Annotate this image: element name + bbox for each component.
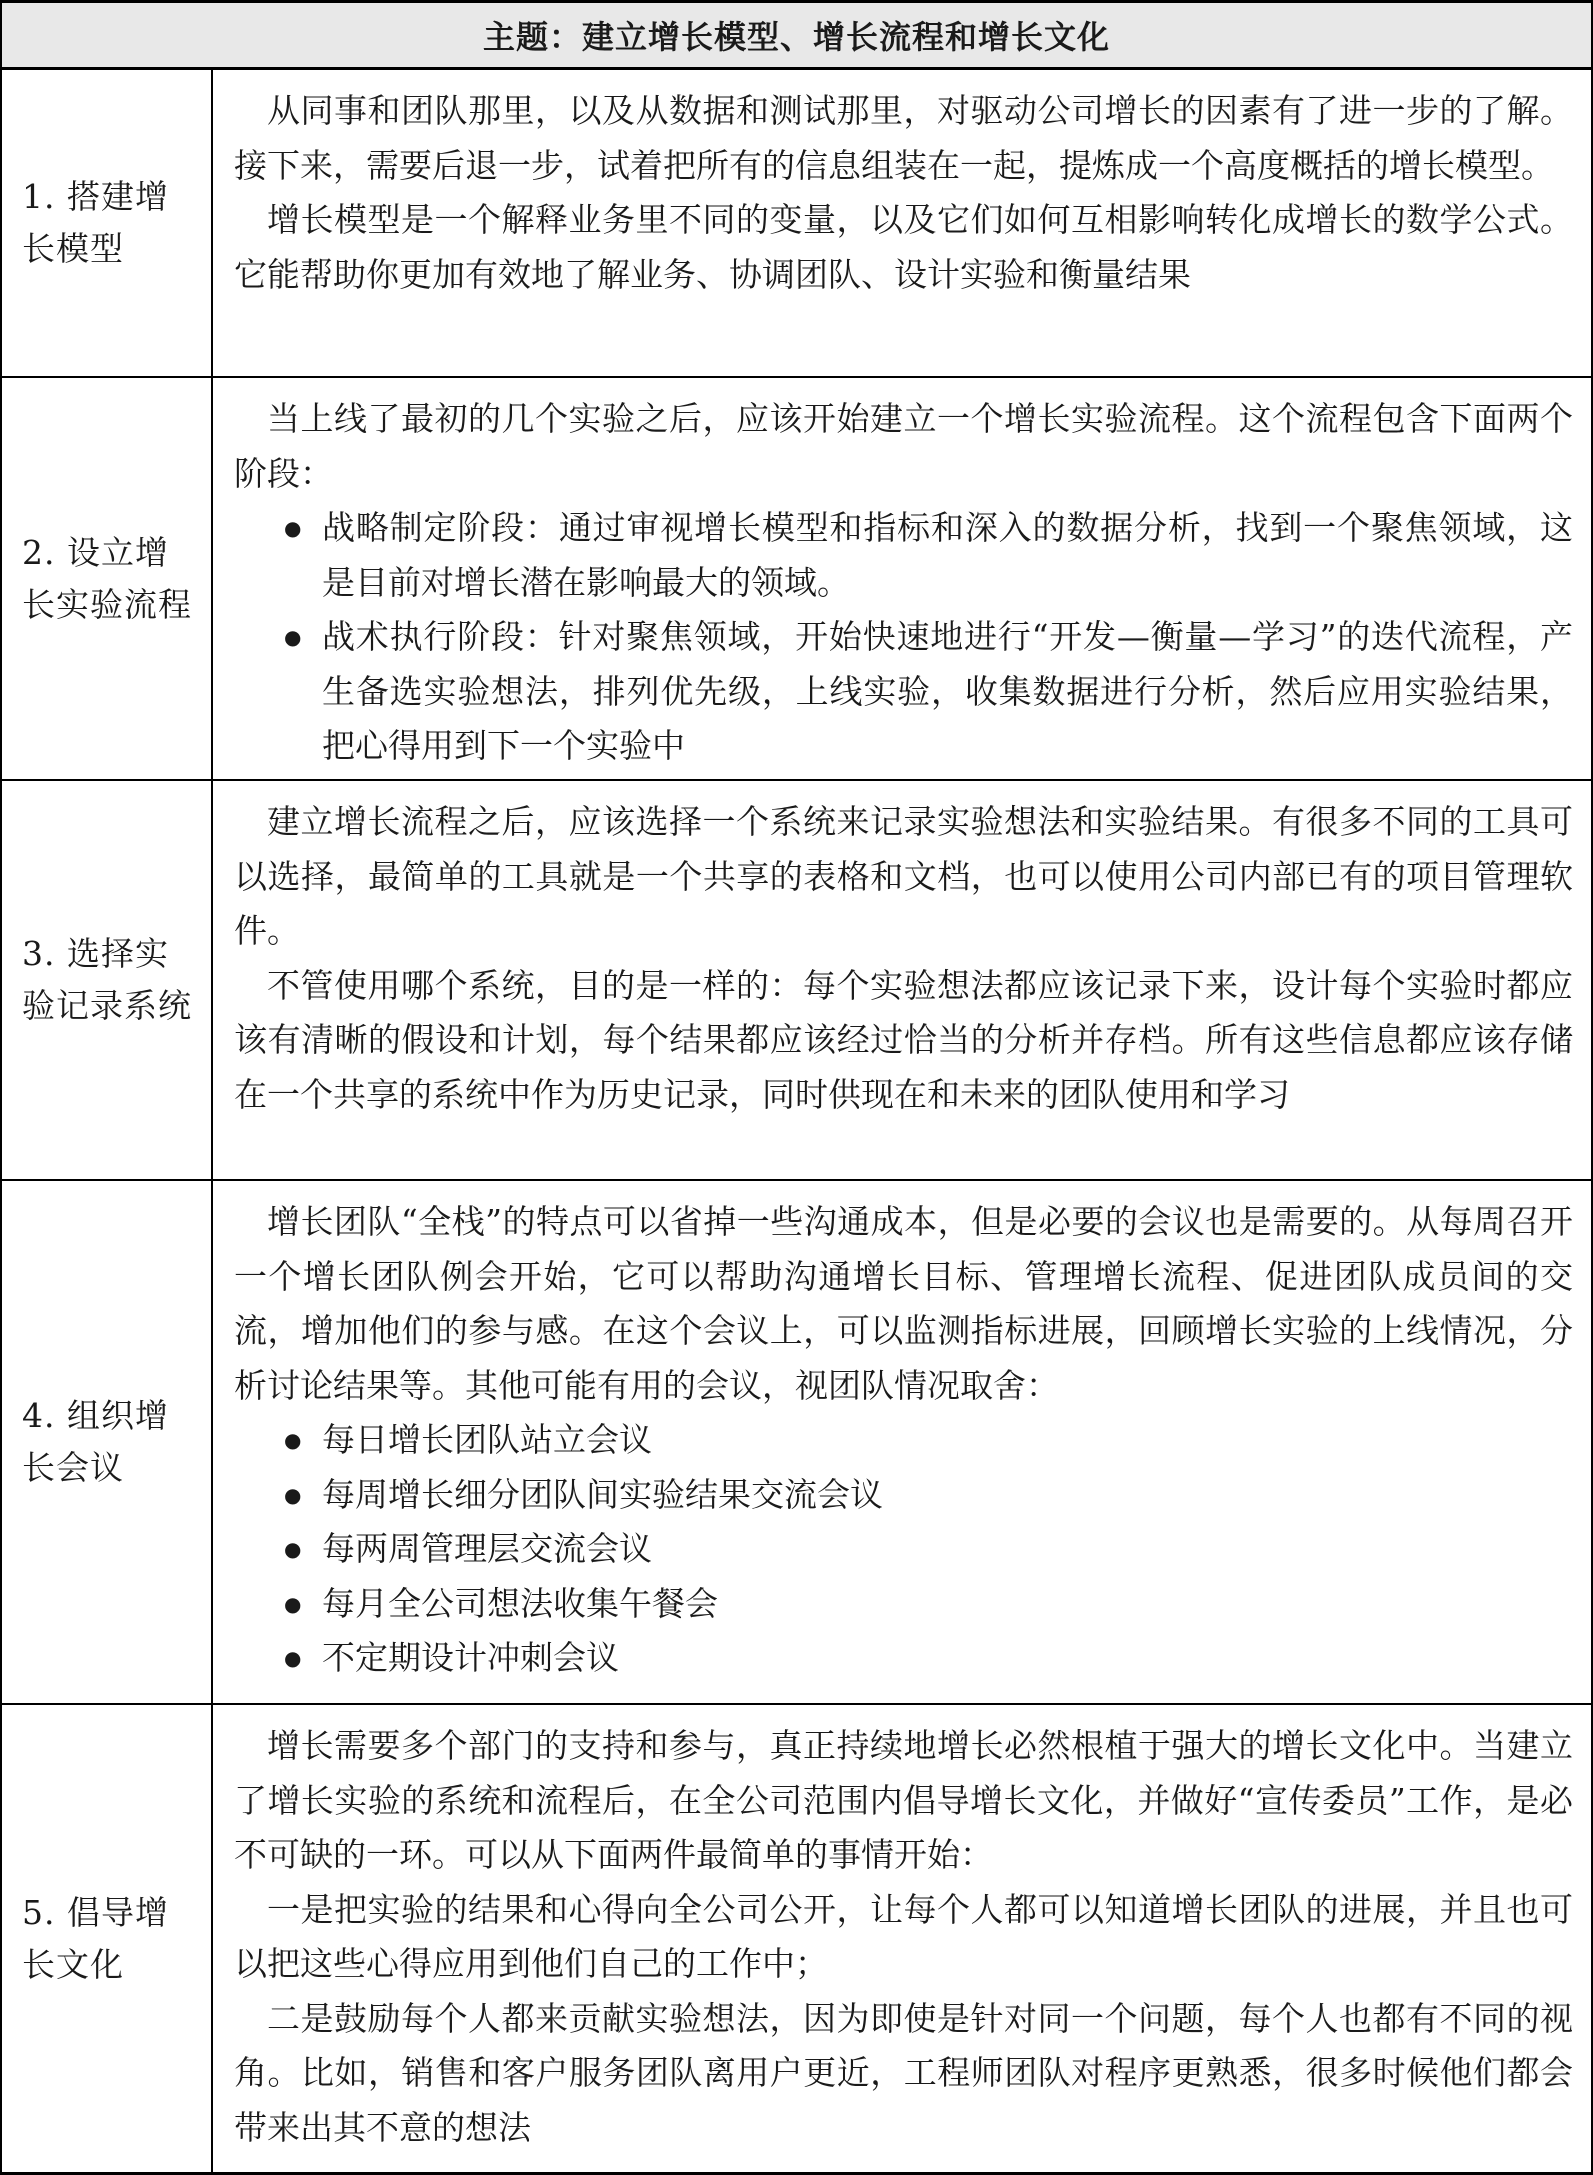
row-label: 3. 选择实验记录系统 bbox=[2, 781, 213, 1179]
list-item: ● 每周增长细分团队间实验结果交流会议 bbox=[284, 1468, 1573, 1523]
row-content bbox=[213, 781, 1591, 1179]
table-row-growth-culture bbox=[2, 1705, 1591, 2175]
row-label: 1. 搭建增长模型 bbox=[2, 70, 213, 376]
row-content bbox=[213, 70, 1591, 376]
paragraph: 不管使用哪个系统，目的是一样的：每个实验想法都应该记录下来，设计每个实验时都应该有清晰的假设和计划，每个结果都应该经过恰当的分析并存档。所有这些信息都应该存储在一个共享的系统中作为历史记录，同时供现在和未来的团队使用和学习 bbox=[234, 965, 1573, 1114]
paragraph: 增长需要多个部门的支持和参与，真正持续地增长必然根植于强大的增长文化中。当建立了增长实验的系统和流程后，在全公司范围内倡导增长文化，并做好“宣传委员”工作，是必不可缺的一环。可以从下面两件最简单的事情开始： bbox=[234, 1726, 1573, 1874]
list-item: ● 战略制定阶段：通过审视增长模型和指标和深入的数据分析，找到一个聚焦领域，这是目前对增长潜在影响最大的领域。 bbox=[284, 501, 1573, 610]
paragraph: 建立增长流程之后，应该选择一个系统来记录实验想法和实验结果。有很多不同的工具可以选择，最简单的工具就是一个共享的表格和文档，也可以使用公司内部已有的项目管理软件。 bbox=[234, 802, 1573, 950]
paragraph: 二是鼓励每个人都来贡献实验想法，因为即使是针对同一个问题，每个人也都有不同的视角。比如，销售和客户服务团队离用户更近，工程师团队对程序更熟悉，很多时候他们都会带来出其不意的想法 bbox=[234, 1998, 1573, 2147]
row-content bbox=[213, 1181, 1591, 1703]
table-title: 主题：建立增长模型、增长流程和增长文化 bbox=[482, 18, 1110, 56]
list-item: ● 不定期设计冲刺会议 bbox=[284, 1631, 1573, 1686]
list-item: ● 每月全公司想法收集午餐会 bbox=[284, 1577, 1573, 1632]
table-header bbox=[2, 0, 1591, 70]
table-row-growth-experiment-process bbox=[2, 378, 1591, 781]
paragraph: 增长模型是一个解释业务里不同的变量，以及它们如何互相影响转化成增长的数学公式。它能帮助你更加有效地了解业务、协调团队、设计实验和衡量结果 bbox=[234, 200, 1573, 294]
table-row-build-growth-model bbox=[2, 70, 1591, 378]
list-item: ● 每两周管理层交流会议 bbox=[284, 1522, 1573, 1577]
paragraph: 增长团队“全栈”的特点可以省掉一些沟通成本，但是必要的会议也是需要的。从每周召开一个增长团队例会开始，它可以帮助沟通增长目标、管理增长流程、促进团队成员间的交流，增加他们的参与感。在这个会议上，可以监测指标进展，回顾增长实验的上线情况，分析讨论结果等。其他可能有用的会议，视团队情况取舍： bbox=[234, 1202, 1573, 1405]
paragraph: 一是把实验的结果和心得向全公司公开，让每个人都可以知道增长团队的进展，并且也可以把这些心得应用到他们自己的工作中； bbox=[234, 1889, 1573, 1983]
row-label: 2. 设立增长实验流程 bbox=[2, 378, 213, 779]
paragraph: 从同事和团队那里，以及从数据和测试那里，对驱动公司增长的因素有了进一步的了解。接下来，需要后退一步，试着把所有的信息组装在一起，提炼成一个高度概括的增长模型。 bbox=[234, 91, 1573, 185]
row-label: 4. 组织增长会议 bbox=[2, 1181, 213, 1703]
paragraph: 当上线了最初的几个实验之后，应该开始建立一个增长实验流程。这个流程包含下面两个阶段： bbox=[234, 399, 1573, 493]
row-label: 5. 倡导增长文化 bbox=[2, 1705, 213, 2172]
list-item: ● 战术执行阶段：针对聚焦领域，开始快速地进行“开发—衡量—学习”的迭代流程，产生备选实验想法，排列优先级，上线实验，收集数据进行分析，然后应用实验结果，把心得用到下一个实验中 bbox=[284, 610, 1573, 774]
row-content bbox=[213, 1705, 1591, 2172]
bullet-list bbox=[234, 501, 1573, 774]
list-item: ● 每日增长团队站立会议 bbox=[284, 1413, 1573, 1468]
table-row-experiment-record-system bbox=[2, 781, 1591, 1181]
bullet-list bbox=[234, 1413, 1573, 1686]
table-row-growth-meetings bbox=[2, 1181, 1591, 1705]
row-content bbox=[213, 378, 1591, 779]
